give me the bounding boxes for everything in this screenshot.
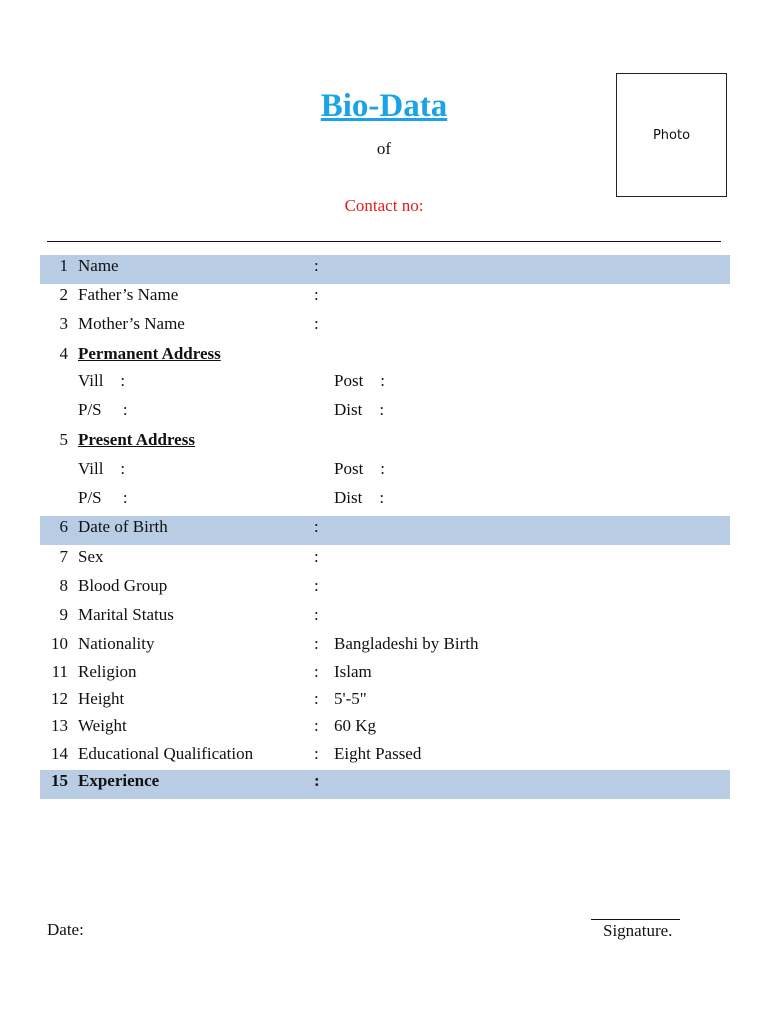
- field-row-religion: [40, 661, 730, 690]
- photo-label: Photo: [652, 127, 691, 143]
- field-row-height: [40, 688, 730, 717]
- field-colon: :: [314, 285, 319, 304]
- present-vill-label: Vill :: [78, 459, 126, 478]
- row-number: 6: [59, 517, 68, 536]
- row-number: 5: [59, 430, 68, 449]
- subtitle-of: of: [376, 139, 392, 158]
- field-value: Eight Passed: [334, 744, 422, 763]
- section-heading: Present Address: [78, 430, 195, 449]
- row-number: 10: [51, 634, 68, 653]
- row-number: 14: [51, 744, 68, 763]
- row-number: 7: [59, 547, 68, 566]
- field-row-sex: [40, 546, 730, 575]
- row-number: 4: [59, 344, 68, 363]
- field-row-educational-qualification: [40, 743, 730, 772]
- row-number: 2: [59, 285, 68, 304]
- field-label: Marital Status: [78, 605, 174, 624]
- date-label: Date:: [47, 920, 84, 939]
- page-title: Bio-Data: [320, 88, 448, 124]
- row-number: 9: [59, 605, 68, 624]
- field-label: Sex: [78, 547, 104, 566]
- field-label: Blood Group: [78, 576, 168, 595]
- field-colon: :: [314, 605, 319, 624]
- present-ps-label: P/S :: [78, 488, 128, 507]
- field-label: Mother’s Name: [78, 314, 185, 333]
- signature-line: [591, 919, 680, 920]
- field-label: Father’s Name: [78, 285, 179, 304]
- field-colon: :: [314, 634, 319, 653]
- field-row-marital-status: [40, 604, 730, 633]
- present-post-label: Post :: [334, 459, 386, 478]
- section-heading: Permanent Address: [78, 344, 221, 363]
- contact-label: Contact no:: [344, 196, 424, 215]
- field-row-weight: [40, 715, 730, 744]
- field-colon: :: [314, 256, 319, 275]
- field-colon: :: [314, 576, 319, 595]
- row-number: 3: [59, 314, 68, 333]
- field-value: 5'-5": [334, 689, 367, 708]
- field-label: Educational Qualification: [78, 744, 254, 763]
- field-row-fathers-name: [40, 284, 730, 313]
- field-colon: :: [314, 716, 319, 735]
- field-label: Weight: [78, 716, 127, 735]
- field-colon: :: [314, 547, 319, 566]
- field-value: Bangladeshi by Birth: [334, 634, 479, 653]
- row-number: 13: [51, 716, 68, 735]
- field-colon: :: [314, 314, 319, 333]
- field-colon: :: [314, 689, 319, 708]
- field-colon: :: [314, 662, 319, 681]
- field-label: Name: [78, 256, 119, 275]
- field-label: Height: [78, 689, 125, 708]
- field-row-date-of-birth: [40, 516, 730, 545]
- field-label: Nationality: [78, 634, 155, 653]
- field-label: Date of Birth: [78, 517, 168, 536]
- permanent-vill-label: Vill :: [78, 371, 126, 390]
- permanent-dist-label: Dist :: [334, 400, 385, 419]
- field-label: Experience: [78, 771, 160, 790]
- field-value: Islam: [334, 662, 372, 681]
- field-colon: :: [314, 517, 319, 536]
- permanent-post-label: Post :: [334, 371, 386, 390]
- row-number: 1: [59, 256, 68, 275]
- row-number: 12: [51, 689, 68, 708]
- field-row-mothers-name: [40, 313, 730, 342]
- header-divider: [47, 241, 721, 242]
- row-number: 11: [51, 662, 68, 681]
- field-row-blood-group: [40, 575, 730, 604]
- row-number: 8: [59, 576, 68, 595]
- field-colon: :: [314, 744, 319, 763]
- permanent-ps-label: P/S :: [78, 400, 128, 419]
- field-row-present-address: [40, 429, 730, 458]
- field-label: Religion: [78, 662, 137, 681]
- field-colon: :: [314, 771, 320, 790]
- photo-box: [616, 73, 727, 197]
- field-row-experience: [40, 770, 730, 799]
- field-row-name: [40, 255, 730, 284]
- field-row-permanent-address: [40, 343, 730, 372]
- field-value: 60 Kg: [334, 716, 377, 735]
- signature-label: Signature.: [603, 921, 673, 940]
- field-row-nationality: [40, 633, 730, 662]
- present-dist-label: Dist :: [334, 488, 385, 507]
- row-number: 15: [51, 771, 68, 790]
